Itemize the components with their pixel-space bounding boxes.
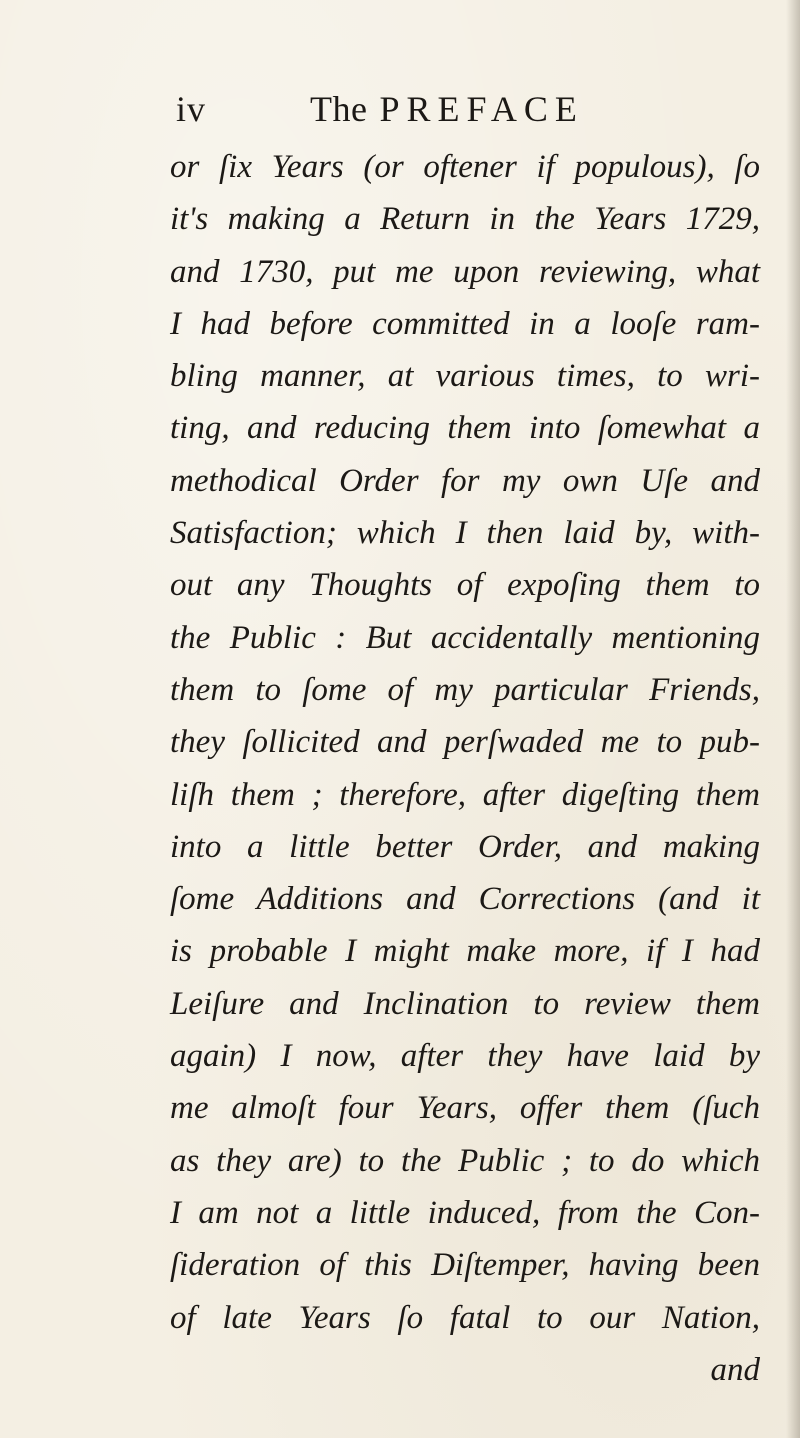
text-line: me almoſt four Years, offer them (ſuch [170, 1090, 760, 1127]
text-line: into a little better Order, and making [170, 828, 760, 865]
text-line: bling manner, at various times, to wri- [170, 358, 760, 395]
text-line: liſh them ; therefore, after digeſting them [170, 776, 760, 813]
text-line: and 1730, put me upon reviewing, what [170, 253, 760, 290]
text-line: them to ſome of my particular Friends, [170, 671, 760, 708]
text-line: out any Thoughts of expoſing them to [170, 567, 760, 604]
text-line: Satisfaction; which I then laid by, with- [170, 515, 760, 552]
running-head [310, 88, 584, 130]
catchword: and [710, 1351, 760, 1388]
text-line: ſideration of this Diſtemper, having been [170, 1247, 760, 1284]
text-line: Leiſure and Inclination to review them [170, 985, 760, 1022]
page-number: iv [176, 89, 207, 129]
page-header [0, 86, 800, 136]
text-line: they ſollicited and perſwaded me to pub- [170, 724, 760, 761]
text-line: it's making a Return in the Years 1729, [170, 201, 760, 238]
page-edge-shadow [786, 0, 800, 1438]
text-line: or ſix Years (or oftener if populous), ſo [170, 149, 760, 185]
running-head-preface: PREFACE [379, 89, 584, 129]
text-line: is probable I might make more, if I had [170, 933, 760, 970]
text-line: the Public : But accidentally mentioning [170, 619, 760, 656]
text-line: methodical Order for my own Uſe and [170, 462, 760, 499]
text-line: of late Years ſo fatal to our Nation, [170, 1299, 760, 1336]
body-text [170, 141, 760, 1396]
text-line: ſome Additions and Corrections (and it [170, 881, 760, 918]
text-line: again) I now, after they have laid by [170, 1038, 760, 1075]
text-line: I had before committed in a looſe ram- [170, 305, 760, 342]
text-line: ting, and reducing them into ſomewhat a [170, 410, 760, 447]
running-head-the: The [310, 89, 368, 129]
text-line: as they are) to the Public ; to do which [170, 1142, 760, 1179]
text-line: I am not a little induced, from the Con- [170, 1194, 760, 1231]
